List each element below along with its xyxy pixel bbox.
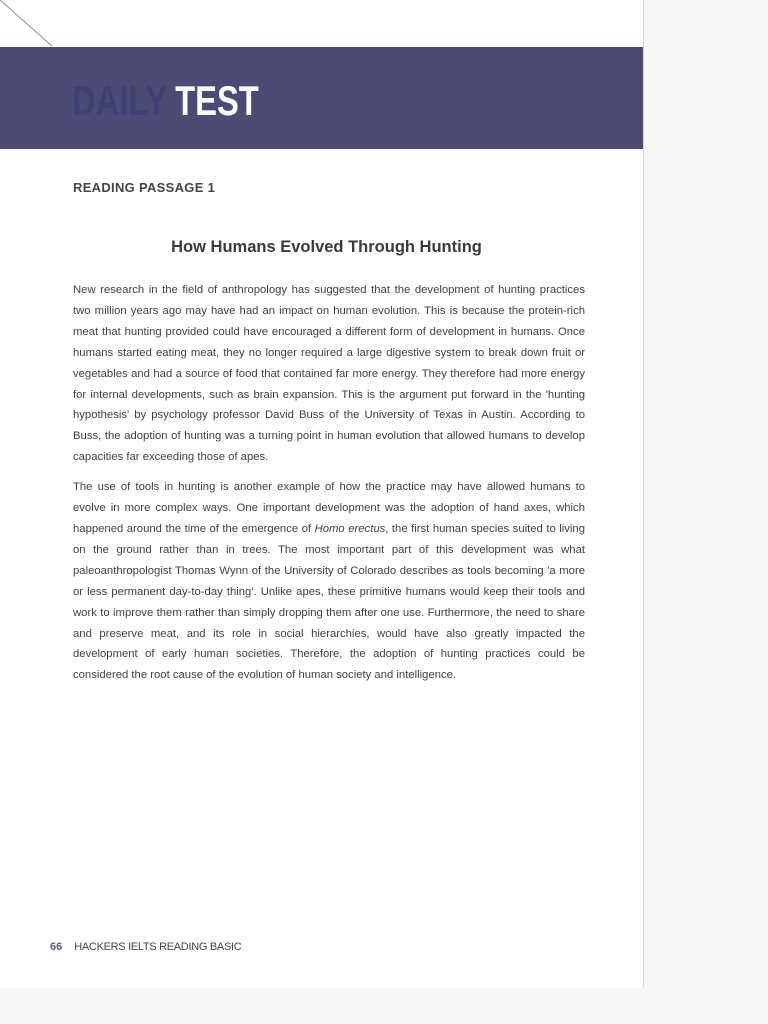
paragraph-2-start: The use of tools in hunting is another example of how the practice may have allowed humans to evolve in more complex ways. One important development was the adoption of hand axes, which happened around the time of the emergence of bbox=[73, 481, 585, 535]
section-label: READING PASSAGE 1 bbox=[73, 180, 216, 195]
paragraph-2 bbox=[73, 477, 585, 686]
book-title: HACKERS IELTS READING BASIC bbox=[74, 941, 242, 953]
banner-title-daily: DAILY bbox=[72, 77, 168, 124]
species-name: Homo erectus bbox=[314, 522, 386, 535]
paragraph-2-end: , the first human species suited to living on the ground rather than in trees. The most important part of this development was what paleoanthropologist Thomas Wynn of the University of Colorado describes as tools becoming 'a more or less permanent day-to-day thing'. Unlike apes, these primitive humans would keep their tools and work to improve them rather than simply dropping them after one use. Furthermore, the need to share and preserve meat, and its role in social hierarchies, would have also greatly impacted the development of early human societies. Therefore, the adoption of hunting practices could be considered the root cause of the evolution of human society and intelligence. bbox=[73, 522, 585, 682]
banner-title-test: TEST bbox=[175, 77, 259, 124]
passage-title: How Humans Evolved Through Hunting bbox=[171, 238, 482, 256]
passage-body bbox=[73, 280, 585, 695]
banner-title bbox=[72, 79, 259, 123]
page-number: 66 bbox=[50, 941, 63, 953]
page-footer bbox=[50, 941, 241, 953]
paragraph-1: New research in the field of anthropology has suggested that the development of hunting practices two million years ago may have had an impact on human evolution. This is because the protein-rich meat that hunting provided could have encouraged a different form of development in humans. Once humans started eating meat, they no longer required a large digestive system to break down fruit or vegetables and had a source of food that contained far more energy. They therefore had more energy for internal developments, such as brain expansion. This is the argument put forward in the 'hunting hypothesis' by psychology professor David Buss of the University of Texas in Austin. According to Buss, the adoption of hunting was a turning point in human evolution that allowed humans to develop capacities far exceeding those of apes. bbox=[73, 284, 585, 464]
header-banner bbox=[0, 47, 643, 149]
